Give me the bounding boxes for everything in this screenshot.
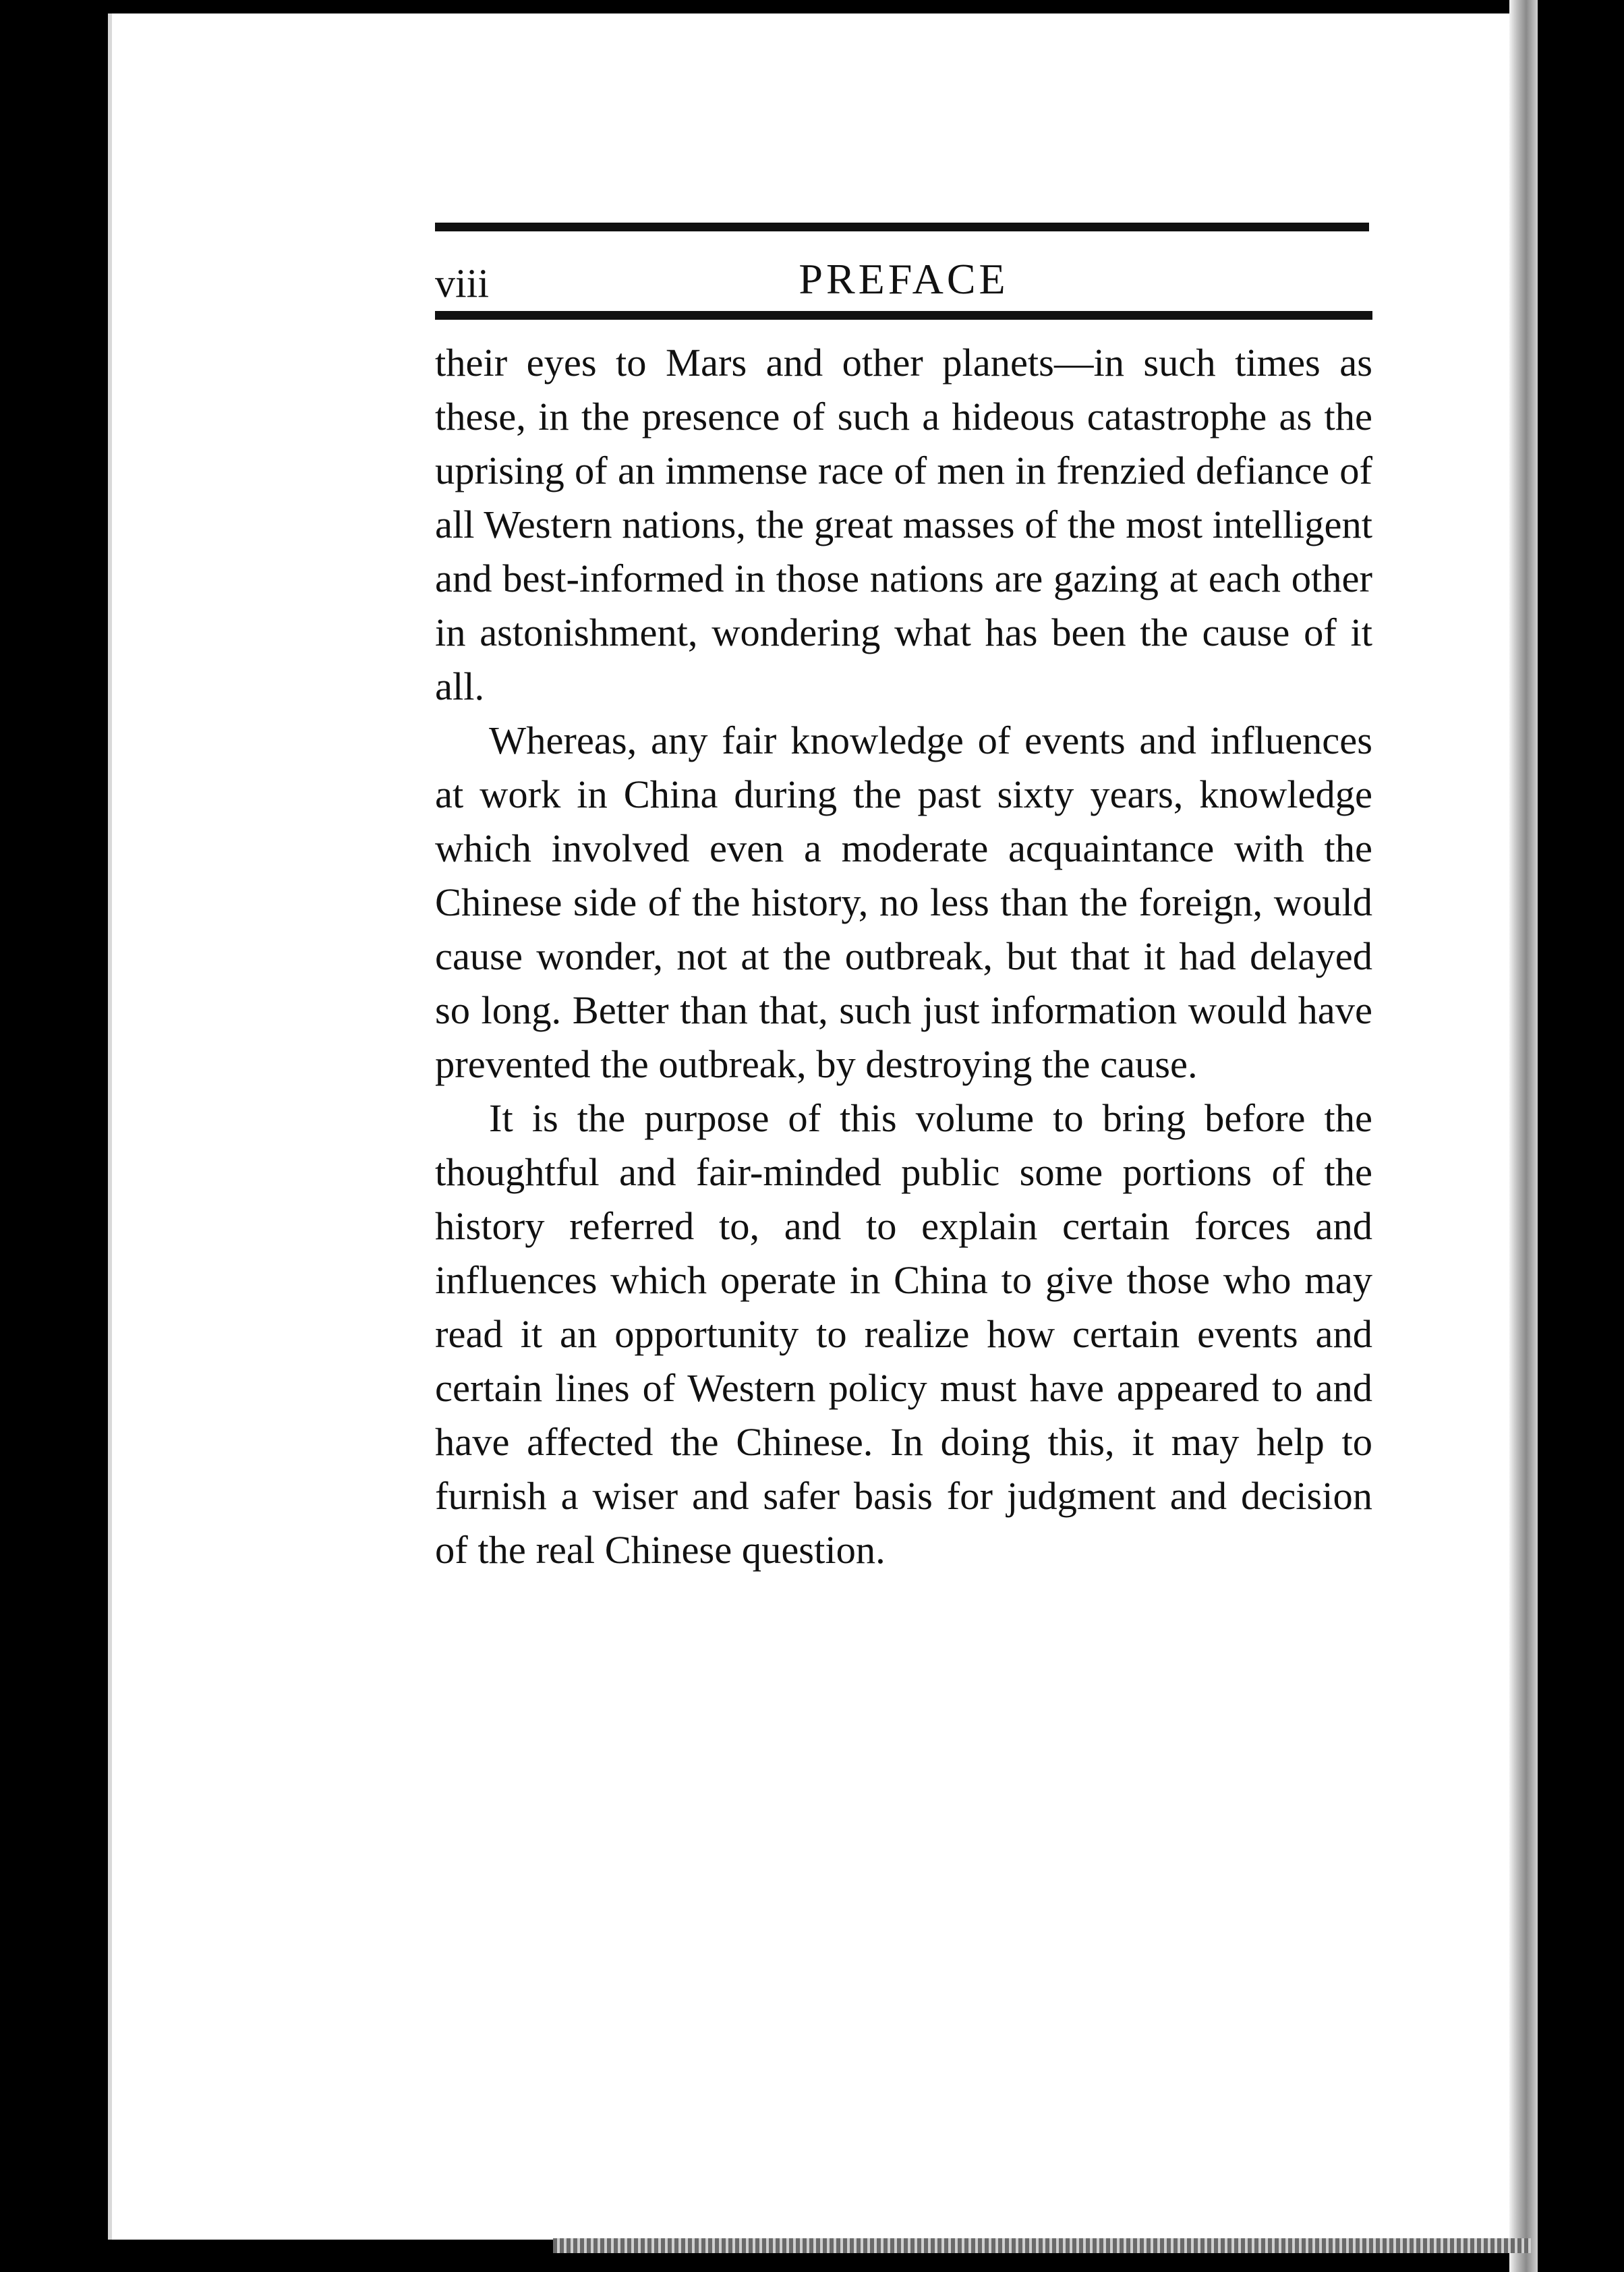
page-bottom-edge bbox=[553, 2238, 1531, 2253]
page-content bbox=[435, 223, 1372, 1577]
body-text bbox=[435, 336, 1372, 1577]
running-header bbox=[435, 231, 1372, 311]
book-spine-shadow bbox=[1509, 0, 1538, 2272]
paragraph: Whereas, any fair knowledge of events and influences at work in China during the past sixty years, knowledge which involved even a moderate acquaintance with the Chinese side of the history, no less than the foreign, would cause wonder, not at the outbreak, but that it had delayed so long. Better than that, such just information would have prevented the outbreak, by destroying the cause. bbox=[435, 718, 1372, 1086]
header-top-rule bbox=[435, 223, 1369, 231]
header-bottom-rule bbox=[435, 311, 1372, 320]
paragraph-continued: their eyes to Mars and other planets—in such times as these, in the presence of such a hideous catastrophe as the uprising of an immense race of men in frenzied defiance of all Western nations, the great masses of the most intelligent and best-informed in those nations are gazing at each other in astonishment, wondering what has been the cause of it all. bbox=[435, 341, 1372, 708]
paragraph: It is the purpose of this volume to bring before the thoughtful and fair-minded public some portions of the history referred to, and to explain certain forces and influences which operate in China to give those who may read it an opportunity to realize how certain events and certain lines of Western policy must have appeared to and have affected the Chinese. In doing this, it may help to furnish a wiser and safer basis for judgment and decision of the real Chinese question. bbox=[435, 1096, 1372, 1572]
page-number: viii bbox=[435, 261, 490, 306]
running-title: PREFACE bbox=[799, 255, 1009, 303]
